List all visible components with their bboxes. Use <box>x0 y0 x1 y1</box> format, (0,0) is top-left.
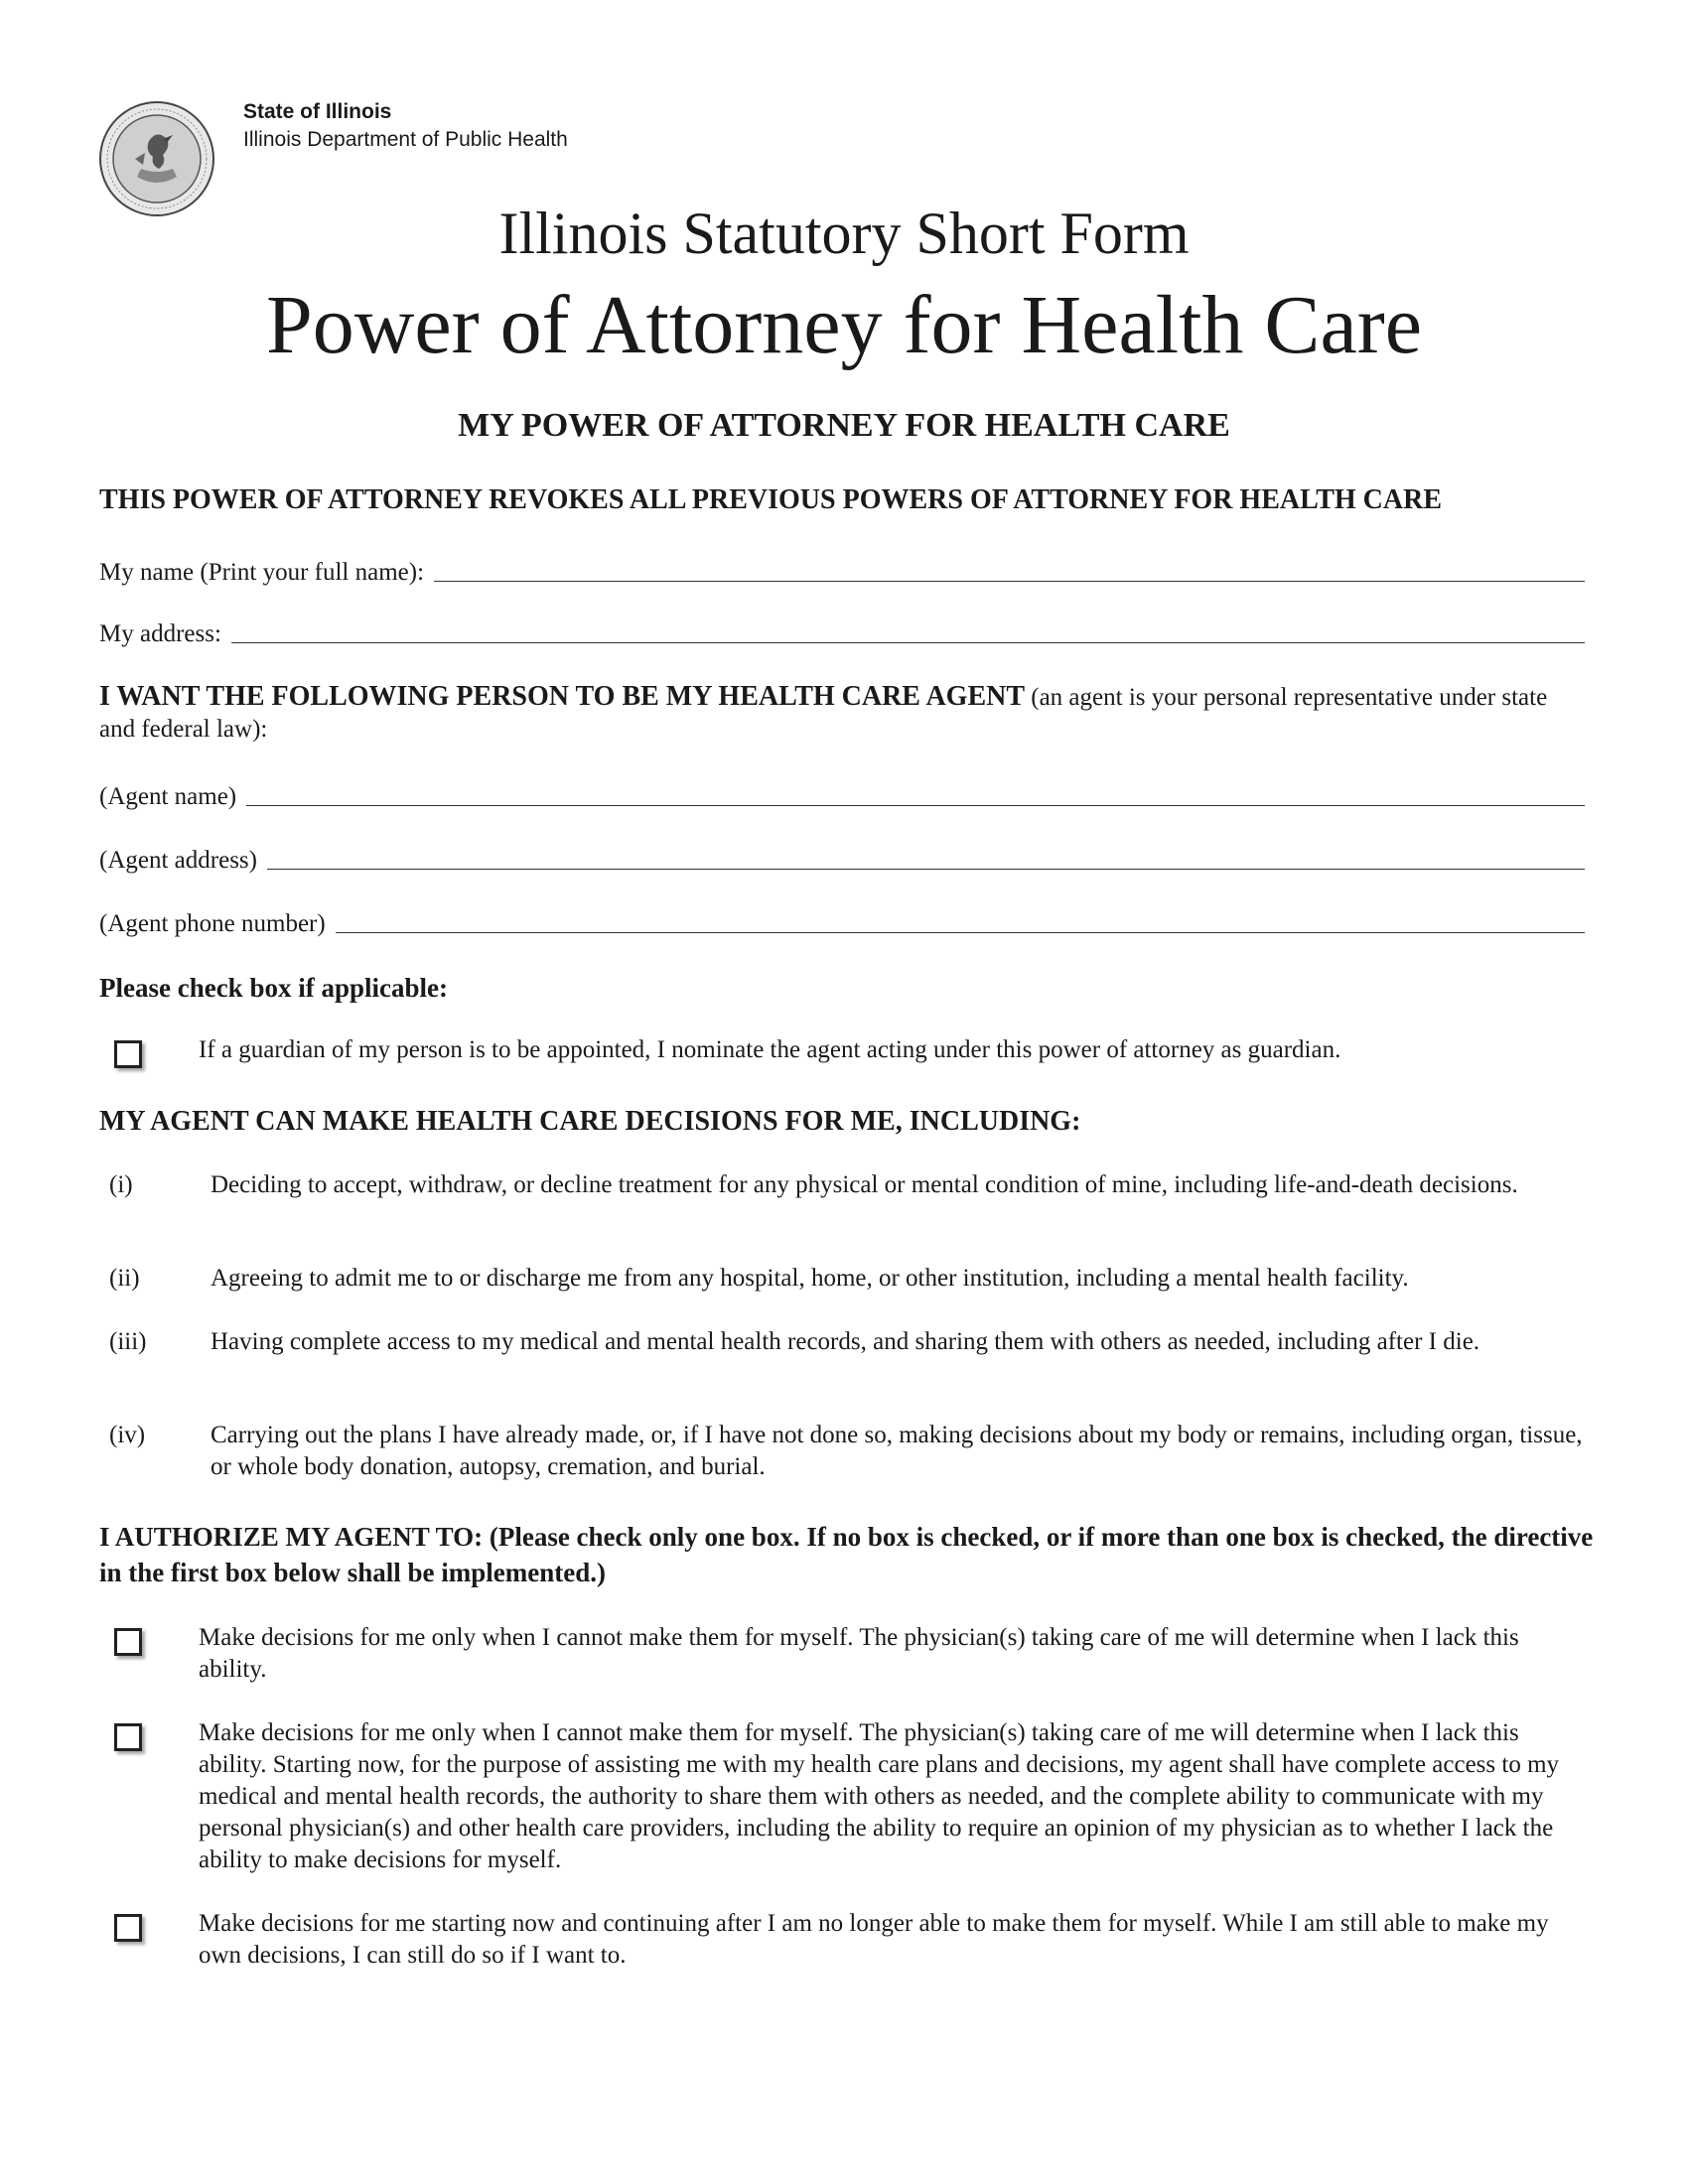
agent-name-row <box>99 776 1585 812</box>
guardian-checkbox[interactable] <box>114 1040 142 1068</box>
agent-address-row <box>99 840 1585 876</box>
department-name: Illinois Department of Public Health <box>243 128 568 151</box>
agent-heading-bold: I WANT THE FOLLOWING PERSON TO BE MY HEALTH CARE AGENT <box>99 681 1026 712</box>
decision-numeral: (i) <box>109 1171 133 1198</box>
check-box-instruction: Please check box if applicable: <box>99 973 448 1003</box>
authorization-option-3-text: Make decisions for me starting now and continuing after I am no longer able to make them for myself. While I am still able to make my own decisions, I can still do so if I want to. <box>199 1910 1549 1969</box>
agent-phone-label: (Agent phone number) <box>99 910 326 937</box>
section-heading: MY POWER OF ATTORNEY FOR HEALTH CARE <box>458 407 1230 444</box>
revocation-notice: THIS POWER OF ATTORNEY REVOKES ALL PREVIOUS POWERS OF ATTORNEY FOR HEALTH CARE <box>99 484 1442 515</box>
authorization-option-1-checkbox[interactable] <box>114 1628 142 1656</box>
authorization-option-1-text: Make decisions for me only when I cannot make them for myself. The physician(s) taking care of me will determine when I lack this ability. <box>199 1624 1519 1683</box>
principal-name-label: My name (Print your full name): <box>99 559 425 586</box>
state-name: State of Illinois <box>243 100 392 123</box>
agent-name-label: (Agent name) <box>99 783 237 810</box>
authorization-option-2-text: Make decisions for me only when I cannot make them for myself. The physician(s) taking care of me will determine when I lack this ability. Starting now, for the purpose of assisting me with my health care plans and decisions, my agent shall have complete access to my medical and mental health records, the authority to share them with others as needed, and the complete ability to communicate with my personal physician(s) and other health care providers, including the ability to require an opinion of my physician as to whether I lack the ability to make decisions for myself. <box>199 1719 1560 1873</box>
decision-text: Having complete access to my medical and mental health records, and sharing them with others as needed, including after I die. <box>211 1328 1480 1355</box>
agent-heading <box>99 681 1589 746</box>
agent-address-label: (Agent address) <box>99 847 257 874</box>
decision-text: Agreeing to admit me to or discharge me from any hospital, home, or other institution, including a mental health facility. <box>211 1265 1409 1292</box>
authorization-heading: I AUTHORIZE MY AGENT TO: (Please check only one box. If no box is checked, or if more than one box is checked, the directive in the first box below shall be implemented.) <box>99 1522 1594 1587</box>
decisions-heading: MY AGENT CAN MAKE HEALTH CARE DECISIONS FOR ME, INCLUDING: <box>99 1106 1081 1137</box>
decision-text: Carrying out the plans I have already made, or, if I have not done so, making decisions about my body or remains, including organ, tissue, or whole body donation, autopsy, cremation, and burial. <box>211 1422 1583 1480</box>
agent-phone-row <box>99 903 1585 939</box>
decision-text: Deciding to accept, withdraw, or decline treatment for any physical or mental condition of mine, including life-and-death decisions. <box>211 1171 1518 1198</box>
principal-address-field[interactable] <box>231 641 1585 643</box>
agency-block <box>243 99 568 155</box>
agent-address-field[interactable] <box>267 868 1585 870</box>
principal-address-label: My address: <box>99 620 221 647</box>
agent-phone-field[interactable] <box>336 931 1585 933</box>
principal-name-field[interactable] <box>434 580 1585 582</box>
decision-numeral: (iii) <box>109 1328 147 1355</box>
form-name: Power of Attorney for Health Care <box>266 279 1422 371</box>
decision-numeral: (iv) <box>109 1422 146 1448</box>
authorization-option-3-checkbox[interactable] <box>114 1914 142 1942</box>
guardian-text: If a guardian of my person is to be appointed, I nominate the agent acting under this power of attorney as guardian. <box>199 1036 1341 1063</box>
agent-heading-note: (an agent is your personal representative under state and federal law): <box>99 684 1548 743</box>
principal-address-row <box>99 614 1585 649</box>
agent-name-field[interactable] <box>246 804 1585 806</box>
authorization-option-2-checkbox[interactable] <box>114 1723 142 1751</box>
principal-name-row <box>99 552 1585 588</box>
form-title: Illinois Statutory Short Form <box>498 201 1190 266</box>
decision-numeral: (ii) <box>109 1265 140 1292</box>
